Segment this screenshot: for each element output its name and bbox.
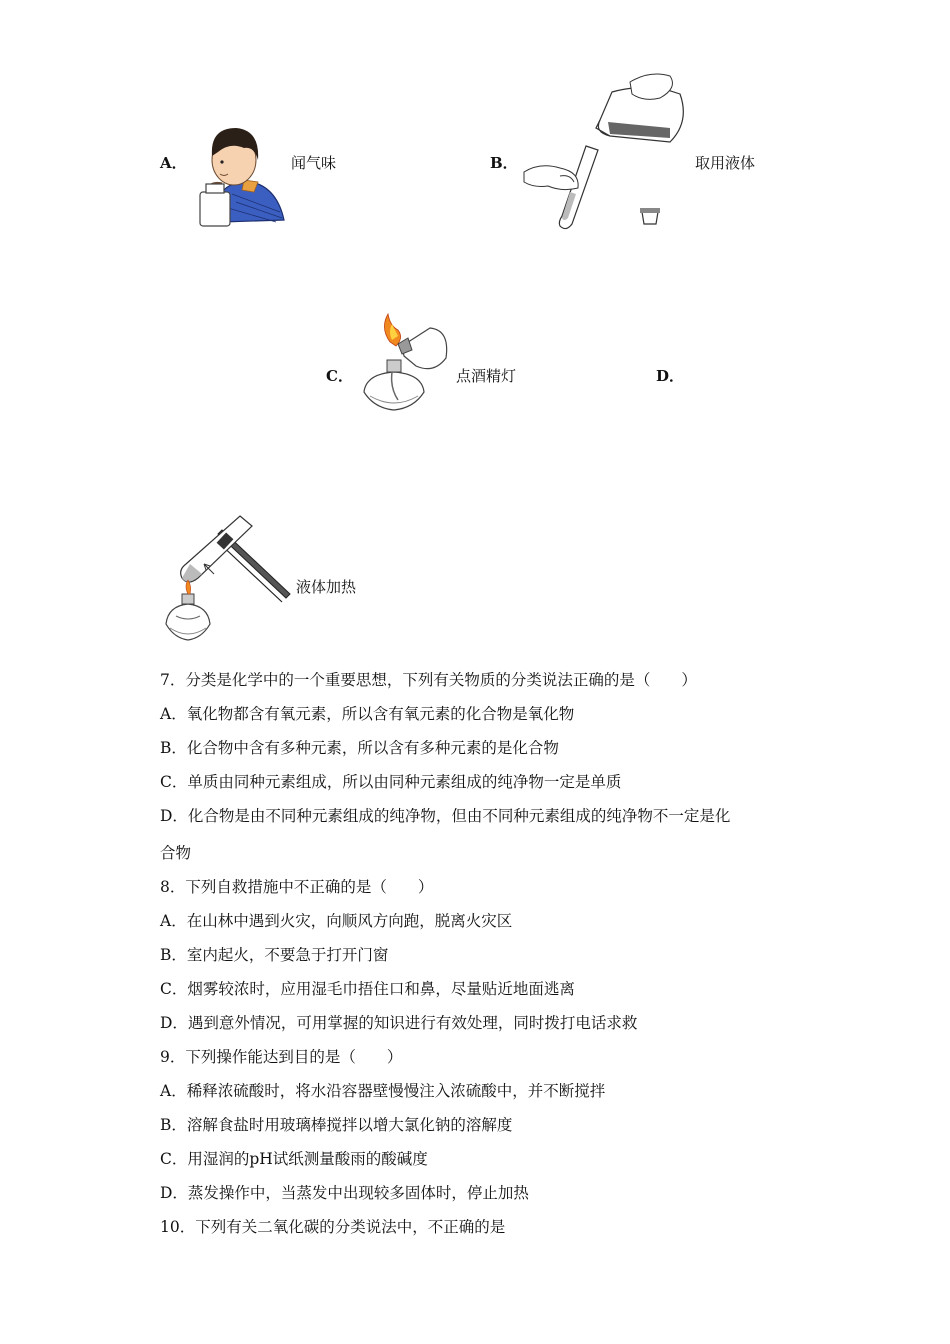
option-b-label: B． <box>490 154 518 172</box>
question-8-option-a: A．在山林中遇到火灾，向顺风方向跑，脱离火灾区 <box>160 912 513 930</box>
option-a-label: A． <box>160 154 187 172</box>
question-7-option-c: C．单质由同种元素组成，所以由同种元素组成的纯净物一定是单质 <box>160 773 622 791</box>
question-9-option-c: C．用湿润的pH试纸测量酸雨的酸碱度 <box>160 1150 428 1168</box>
question-9-option-a: A．稀释浓硫酸时，将水沿容器壁慢慢注入浓硫酸中，并不断搅拌 <box>160 1082 606 1100</box>
question-9-option-b: B．溶解食盐时用玻璃棒搅拌以增大氯化钠的溶解度 <box>160 1116 513 1134</box>
question-8-stem: 8．下列自救措施中不正确的是（ ） <box>160 878 434 896</box>
option-c-caption: 点酒精灯 <box>456 367 517 385</box>
question-7-option-b: B．化合物中含有多种元素，所以含有多种元素的是化合物 <box>160 739 559 757</box>
question-9-stem: 9．下列操作能达到目的是（ ） <box>160 1048 403 1066</box>
option-b-caption: 取用液体 <box>695 154 756 172</box>
question-10-stem: 10．下列有关二氧化碳的分类说法中，不正确的是 <box>160 1218 506 1236</box>
heating-liquid-figure <box>162 512 302 644</box>
question-8-option-b: B．室内起火，不要急于打开门窗 <box>160 946 389 964</box>
question-8-option-c: C．烟雾较浓时，应用湿毛巾捂住口和鼻，尽量贴近地面逃离 <box>160 980 575 998</box>
question-9-option-d: D．蒸发操作中，当蒸发中出现较多固体时，停止加热 <box>160 1184 529 1202</box>
question-7-option-a: A．氧化物都含有氧元素，所以含有氧元素的化合物是氧化物 <box>160 705 575 723</box>
smelling-figure <box>192 122 287 230</box>
pouring-liquid-figure <box>520 72 690 237</box>
lighting-alcohol-lamp-figure <box>354 312 454 418</box>
option-d-label: D． <box>656 367 685 385</box>
question-7-option-d-continued: 合物 <box>160 844 192 862</box>
option-a-caption: 闻气味 <box>291 154 337 172</box>
question-7-stem: 7．分类是化学中的一个重要思想，下列有关物质的分类说法正确的是（ ） <box>160 671 697 689</box>
question-7-option-d: D．化合物是由不同种元素组成的纯净物，但由不同种元素组成的纯净物不一定是化 <box>160 807 731 825</box>
option-c-label: C． <box>326 367 353 385</box>
question-8-option-d: D．遇到意外情况，可用掌握的知识进行有效处理，同时拨打电话求救 <box>160 1014 638 1032</box>
option-d-caption: 液体加热 <box>296 578 357 596</box>
